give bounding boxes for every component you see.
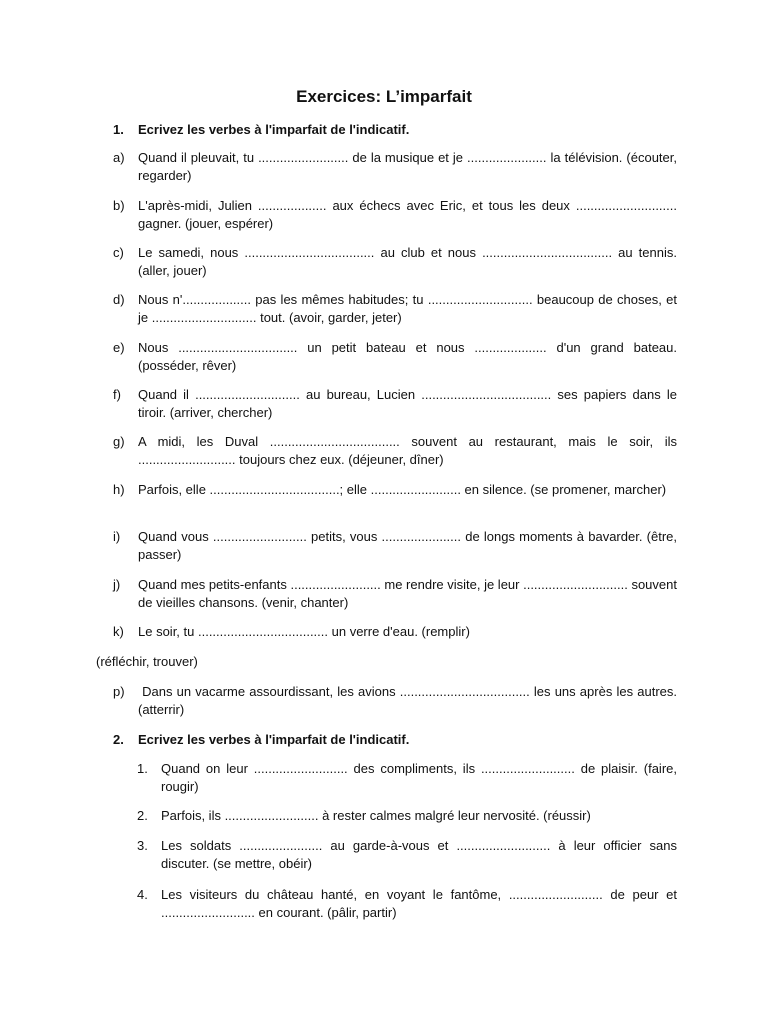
exercise-item-1: [137, 760, 677, 796]
exercise-item-b: [113, 197, 677, 233]
item-text: Quand il ............................. au bureau, Lucien .................................... ses papiers dans le tiroir. (arriver, chercher): [138, 387, 677, 420]
exercise-item-h: [113, 481, 677, 499]
stray-verb-hint: (réfléchir, trouver): [96, 654, 198, 669]
exercise-item-c: [113, 244, 677, 280]
item-label: i): [113, 529, 121, 544]
item-text: Quand vous .......................... petits, vous ...................... de longs moments à bavarder. (être, passer): [138, 529, 677, 562]
item-label: 3.: [137, 838, 148, 853]
item-label: e): [113, 340, 125, 355]
item-text: Quand on leur .......................... des compliments, ils .......................... de plaisir. (faire, rougir): [161, 761, 677, 794]
item-label: g): [113, 434, 125, 449]
item-text: Les soldats ....................... au garde-à-vous et .......................... à leur officier sans discuter. (se mettre, obéir): [161, 838, 677, 871]
exercise-item-4: [137, 886, 677, 922]
section-heading-text: Ecrivez les verbes à l'imparfait de l'indicatif.: [138, 732, 410, 747]
page-title: Exercices: L’imparfait: [296, 87, 472, 106]
item-text: Le samedi, nous .................................... au club et nous .................................... au tennis. (aller, jouer): [138, 245, 677, 278]
item-text: A midi, les Duval .................................... souvent au restaurant, mais le soir, ils ........................... toujours chez eux. (déjeuner, dîner): [138, 434, 677, 467]
item-text: Quand il pleuvait, tu ......................... de la musique et je ...................... la télévision. (écouter, regarder): [138, 150, 677, 183]
item-label: 2.: [137, 808, 148, 823]
exercise-item-i: [113, 528, 677, 564]
exercise-item-k: [113, 623, 677, 641]
item-text: Parfois, ils .......................... à rester calmes malgré leur nervosité. (réussir): [161, 808, 591, 823]
item-label: c): [113, 245, 124, 260]
item-label: f): [113, 387, 121, 402]
exercise-item-g: [113, 433, 677, 469]
exercise-item-3: [137, 837, 677, 873]
item-text: L'après-midi, Julien ................... aux échecs avec Eric, et tous les deux ............................ gagner. (jouer, espérer): [138, 198, 677, 231]
exercise-item-p: [113, 683, 681, 719]
item-text: Les visiteurs du château hanté, en voyant le fantôme, .......................... de peur et .......................... en courant. (pâlir, partir): [161, 887, 677, 920]
item-text: Nous ................................. un petit bateau et nous .................... d'un grand bateau. (posséder, rêver): [138, 340, 677, 373]
item-label: k): [113, 624, 124, 639]
section-heading-text: Ecrivez les verbes à l'imparfait de l'indicatif.: [138, 122, 410, 137]
item-text: Quand mes petits-enfants ......................... me rendre visite, je leur ............................. souvent de vieilles chansons. (venir, chanter): [138, 577, 677, 610]
item-label: j): [113, 577, 121, 592]
item-label: h): [113, 482, 125, 497]
section-number: 1.: [113, 122, 124, 137]
exercise-item-e: [113, 339, 677, 375]
item-text: Parfois, elle ....................................; elle ......................... en silence. (se promener, marcher): [138, 482, 667, 497]
item-text: Dans un vacarme assourdissant, les avions .................................... les uns après les autres. (atterrir): [138, 684, 681, 717]
item-label: b): [113, 198, 125, 213]
item-label: a): [113, 150, 125, 165]
item-label: 4.: [137, 887, 148, 902]
item-label: d): [113, 292, 125, 307]
exercise-item-2: [137, 807, 677, 825]
exercise-item-f: [113, 386, 677, 422]
item-label: p): [113, 684, 125, 699]
exercise-item-j: [113, 576, 677, 612]
item-label: 1.: [137, 761, 148, 776]
exercise-item-d: [113, 291, 677, 327]
exercise-item-a: [113, 149, 677, 185]
section-number: 2.: [113, 732, 124, 747]
item-text: Nous n'................... pas les mêmes habitudes; tu ............................. beaucoup de choses, et je ............................. tout. (avoir, garder, jeter): [138, 292, 677, 325]
section-2-heading: [113, 731, 409, 749]
item-text: Le soir, tu .................................... un verre d'eau. (remplir): [138, 624, 470, 639]
section-1-heading: [113, 121, 409, 139]
